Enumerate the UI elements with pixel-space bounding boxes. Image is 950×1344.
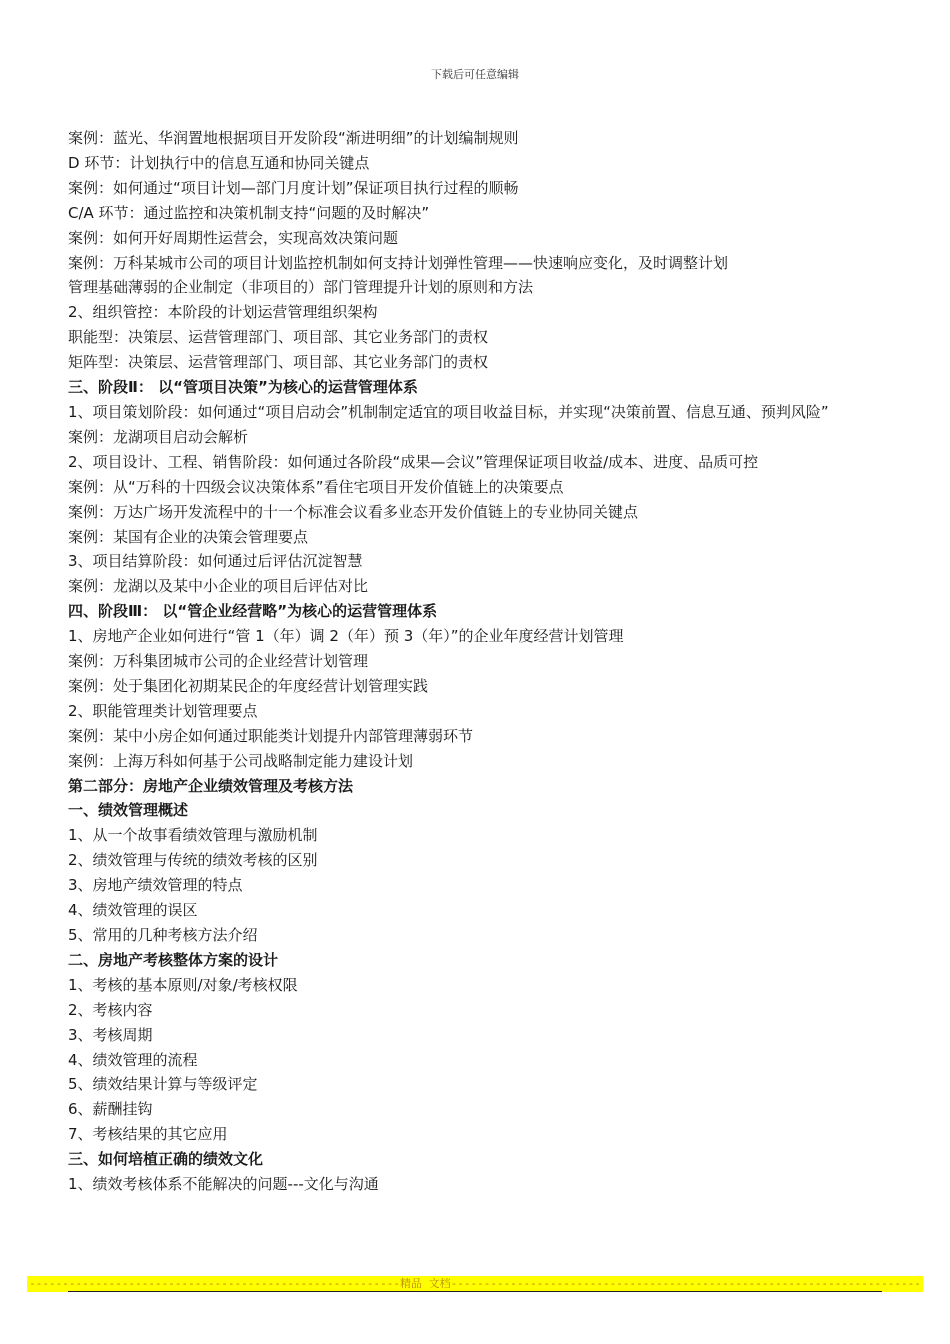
section-heading: 四、阶段Ⅲ： 以“管企业经营略”为核心的运营管理体系 — [68, 602, 438, 621]
section-heading: 三、如何培植正确的绩效文化 — [68, 1150, 264, 1169]
text-line: 3、考核周期 — [68, 1025, 153, 1044]
text-line: 3、项目结算阶段：如何通过后评估沉淀智慧 — [68, 552, 363, 571]
text-line: 4、绩效管理的流程 — [68, 1050, 198, 1069]
footer — [0, 1272, 950, 1292]
section-heading: 二、房地产考核整体方案的设计 — [68, 950, 279, 969]
text-line: 5、常用的几种考核方法介绍 — [68, 926, 258, 944]
text-line: 1、考核的基本原则/对象/考核权限 — [68, 975, 298, 994]
text-line: 5、绩效结果计算与等级评定 — [68, 1075, 258, 1094]
text-line: 职能型：决策层、运营管理部门、项目部、其它业务部门的责权 — [68, 328, 489, 347]
text-line: 案例：如何通过“项目计划—部门月度计划”保证项目执行过程的顺畅 — [68, 178, 519, 197]
text-line: 1、项目策划阶段：如何通过“项目启动会”机制制定适宜的项目收益目标，并实现“决策前置、信息互通、预判风险” — [68, 402, 829, 421]
text-line: 案例：万科某城市公司的项目计划监控机制如何支持计划弹性管理——快速响应变化，及时调整计划 — [68, 253, 729, 272]
text-line: 2、组织管控：本阶段的计划运营管理组织架构 — [68, 303, 378, 322]
text-line: 案例：龙湖以及某中小企业的项目后评估对比 — [68, 577, 369, 596]
text-line: 案例：上海万科如何基于公司战略制定能力建设计划 — [68, 751, 414, 770]
text-line: 4、绩效管理的误区 — [68, 901, 198, 920]
text-line: 3、房地产绩效管理的特点 — [68, 876, 243, 895]
text-line: 2、绩效管理与传统的绩效考核的区别 — [68, 851, 318, 870]
text-line: 2、职能管理类计划管理要点 — [68, 701, 258, 720]
text-line: 案例：从“万科的十四级会议决策体系”看住宅项目开发价值链上的决策要点 — [68, 477, 564, 496]
text-line: 1、房地产企业如何进行“管 1（年）调 2（年）预 3（年）”的企业年度经营计划管理 — [68, 627, 624, 646]
section-heading: 第二部分：房地产企业绩效管理及考核方法 — [68, 776, 354, 795]
page-header-note: 下载后可任意编辑 — [431, 68, 519, 81]
text-line: 管理基础薄弱的企业制定（非项目的）部门管理提升计划的原则和方法 — [68, 278, 534, 297]
text-line: 2、项目设计、工程、销售阶段：如何通过各阶段“成果—会议”管理保证项目收益/成本、进度、品质可控 — [68, 452, 759, 471]
text-line: 案例：万科集团城市公司的企业经营计划管理 — [68, 652, 369, 671]
text-line: 1、绩效考核体系不能解决的问题---文化与沟通 — [68, 1175, 379, 1194]
text-line: 案例：如何开好周期性运营会，实现高效决策问题 — [68, 228, 399, 247]
text-line: 7、考核结果的其它应用 — [68, 1125, 228, 1144]
text-line: 1、从一个故事看绩效管理与激励机制 — [68, 826, 318, 845]
footer-banner: --------------------------------------------------------精品 文档----------------------------------------------------------------------- — [29, 1277, 921, 1290]
text-line: 案例：龙湖项目启动会解析 — [68, 427, 249, 446]
text-line: 案例：某中小房企如何通过职能类计划提升内部管理薄弱环节 — [68, 726, 474, 745]
text-line: 2、考核内容 — [68, 1000, 153, 1019]
text-line: 6、薪酬挂钩 — [68, 1100, 153, 1119]
text-line: 案例：处于集团化初期某民企的年度经营计划管理实践 — [68, 676, 429, 695]
text-line: D 环节：计划执行中的信息互通和协同关键点 — [68, 153, 370, 172]
text-line: C/A 环节：通过监控和决策机制支持“问题的及时解决” — [68, 203, 430, 222]
section-heading: 三、阶段Ⅱ： 以“管项目决策”为核心的运营管理体系 — [68, 378, 418, 397]
text-line: 案例：某国有企业的决策会管理要点 — [68, 527, 309, 546]
document-body — [68, 126, 890, 1197]
text-line: 案例：万达广场开发流程中的十一个标准会议看多业态开发价值链上的专业协同关键点 — [68, 502, 639, 521]
section-heading: 一、绩效管理概述 — [68, 801, 189, 820]
footer-divider — [68, 1291, 882, 1292]
text-line: 矩阵型：决策层、运营管理部门、项目部、其它业务部门的责权 — [68, 353, 489, 372]
text-line: 案例：蓝光、华润置地根据项目开发阶段“渐进明细”的计划编制规则 — [68, 129, 519, 147]
